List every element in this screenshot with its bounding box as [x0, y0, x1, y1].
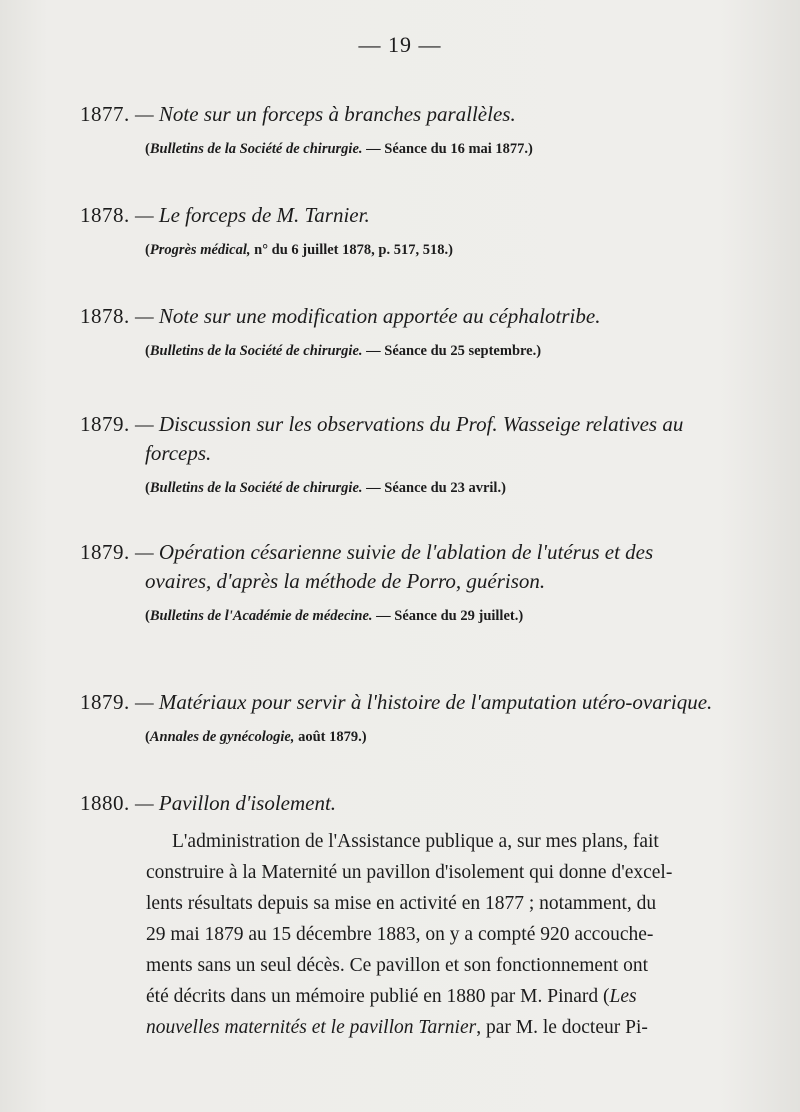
entry-year: 1879.	[80, 690, 130, 714]
entry-reference: (Progrès médical, n° du 6 juillet 1878, p. 517, 518.)	[145, 242, 453, 258]
entry-heading	[80, 201, 720, 230]
paragraph-line	[146, 1012, 722, 1043]
entry-year: 1880.	[80, 791, 130, 815]
entry-heading	[80, 789, 720, 818]
entry-heading	[80, 538, 720, 567]
entry-title: — Note sur une modification apportée au céphalotribe.	[135, 304, 601, 328]
entry-reference: (Annales de gynécologie, août 1879.)	[145, 729, 367, 745]
entry-title: — Opération césarienne suivie de l'ablation de l'utérus et des	[135, 540, 654, 564]
bibliography-entry	[80, 688, 720, 747]
bibliography-entry	[80, 302, 720, 361]
ref-detail: — Séance du 29 juillet.)	[372, 608, 524, 624]
ref-source: Bulletins de la Société de chirurgie.	[149, 141, 363, 157]
paragraph-line: L'administration de l'Assistance publique a, sur mes plans, fait	[172, 831, 659, 852]
bibliography-entry	[80, 201, 720, 260]
entry-title-continuation: ovaires, d'après la méthode de Porro, guérison.	[145, 569, 546, 593]
paragraph-line-text: été décrits dans un mémoire publié en 1880 par M. Pinard (	[146, 986, 610, 1007]
ref-source: Bulletins de la Société de chirurgie.	[149, 480, 363, 496]
entry-title: — Note sur un forceps à branches parallèles.	[135, 102, 516, 126]
ref-source: Annales de gynécologie,	[149, 729, 295, 745]
entry-heading	[80, 302, 720, 331]
entry-year: 1879.	[80, 412, 130, 436]
ref-detail: — Séance du 25 septembre.)	[362, 343, 542, 359]
entry-title: — Pavillon d'isolement.	[135, 791, 337, 815]
entry-heading	[80, 100, 720, 129]
paragraph-line: lents résultats depuis sa mise en activité en 1877 ; notamment, du	[146, 893, 657, 914]
paragraph-line-text: , par M. le docteur Pi-	[476, 1017, 648, 1038]
bibliography-entry	[80, 789, 720, 818]
italic-title-start: Les	[609, 986, 637, 1007]
paragraph-line: 29 mai 1879 au 15 décembre 1883, on y a compté 920 accouche-	[146, 924, 654, 945]
entry-reference: (Bulletins de la Société de chirurgie. — Séance du 16 mai 1877.)	[145, 141, 533, 157]
entry-heading	[80, 688, 720, 717]
ref-source: Bulletins de l'Académie de médecine.	[149, 608, 373, 624]
ref-source: Bulletins de la Société de chirurgie.	[149, 343, 363, 359]
bibliography-entry	[80, 538, 720, 626]
body-paragraph	[146, 826, 722, 1043]
entry-reference: (Bulletins de la Société de chirurgie. — Séance du 25 septembre.)	[145, 343, 542, 359]
italic-title: nouvelles maternités et le pavillon Tarnier	[146, 1017, 477, 1038]
paragraph-line: ments sans un seul décès. Ce pavillon et son fonctionnement ont	[146, 955, 649, 976]
entry-year: 1879.	[80, 540, 130, 564]
page-number: — 19 —	[358, 32, 442, 57]
ref-detail: — Séance du 23 avril.)	[362, 480, 506, 496]
entry-title: — Discussion sur les observations du Prof. Wasseige relatives au	[135, 412, 684, 436]
ref-detail: août 1879.)	[294, 729, 367, 745]
entry-year: 1878.	[80, 203, 130, 227]
bibliography-entry	[80, 410, 720, 498]
entry-title: — Le forceps de M. Tarnier.	[135, 203, 370, 227]
entry-reference: (Bulletins de l'Académie de médecine. — Séance du 29 juillet.)	[145, 608, 524, 624]
entry-title: — Matériaux pour servir à l'histoire de l'amputation utéro-ovarique.	[135, 690, 713, 714]
ref-source: Progrès médical,	[149, 242, 251, 258]
paragraph-line: construire à la Maternité un pavillon d'isolement qui donne d'excel-	[146, 862, 673, 883]
entry-year: 1877.	[80, 102, 130, 126]
ref-detail: n° du 6 juillet 1878, p. 517, 518.)	[250, 242, 453, 258]
entry-title-continuation: forceps.	[145, 441, 212, 465]
ref-detail: — Séance du 16 mai 1877.)	[362, 141, 533, 157]
entry-heading	[80, 410, 720, 439]
paragraph-line	[146, 981, 722, 1012]
entry-reference: (Bulletins de la Société de chirurgie. — Séance du 23 avril.)	[145, 480, 506, 496]
entry-year: 1878.	[80, 304, 130, 328]
bibliography-entry	[80, 100, 720, 159]
